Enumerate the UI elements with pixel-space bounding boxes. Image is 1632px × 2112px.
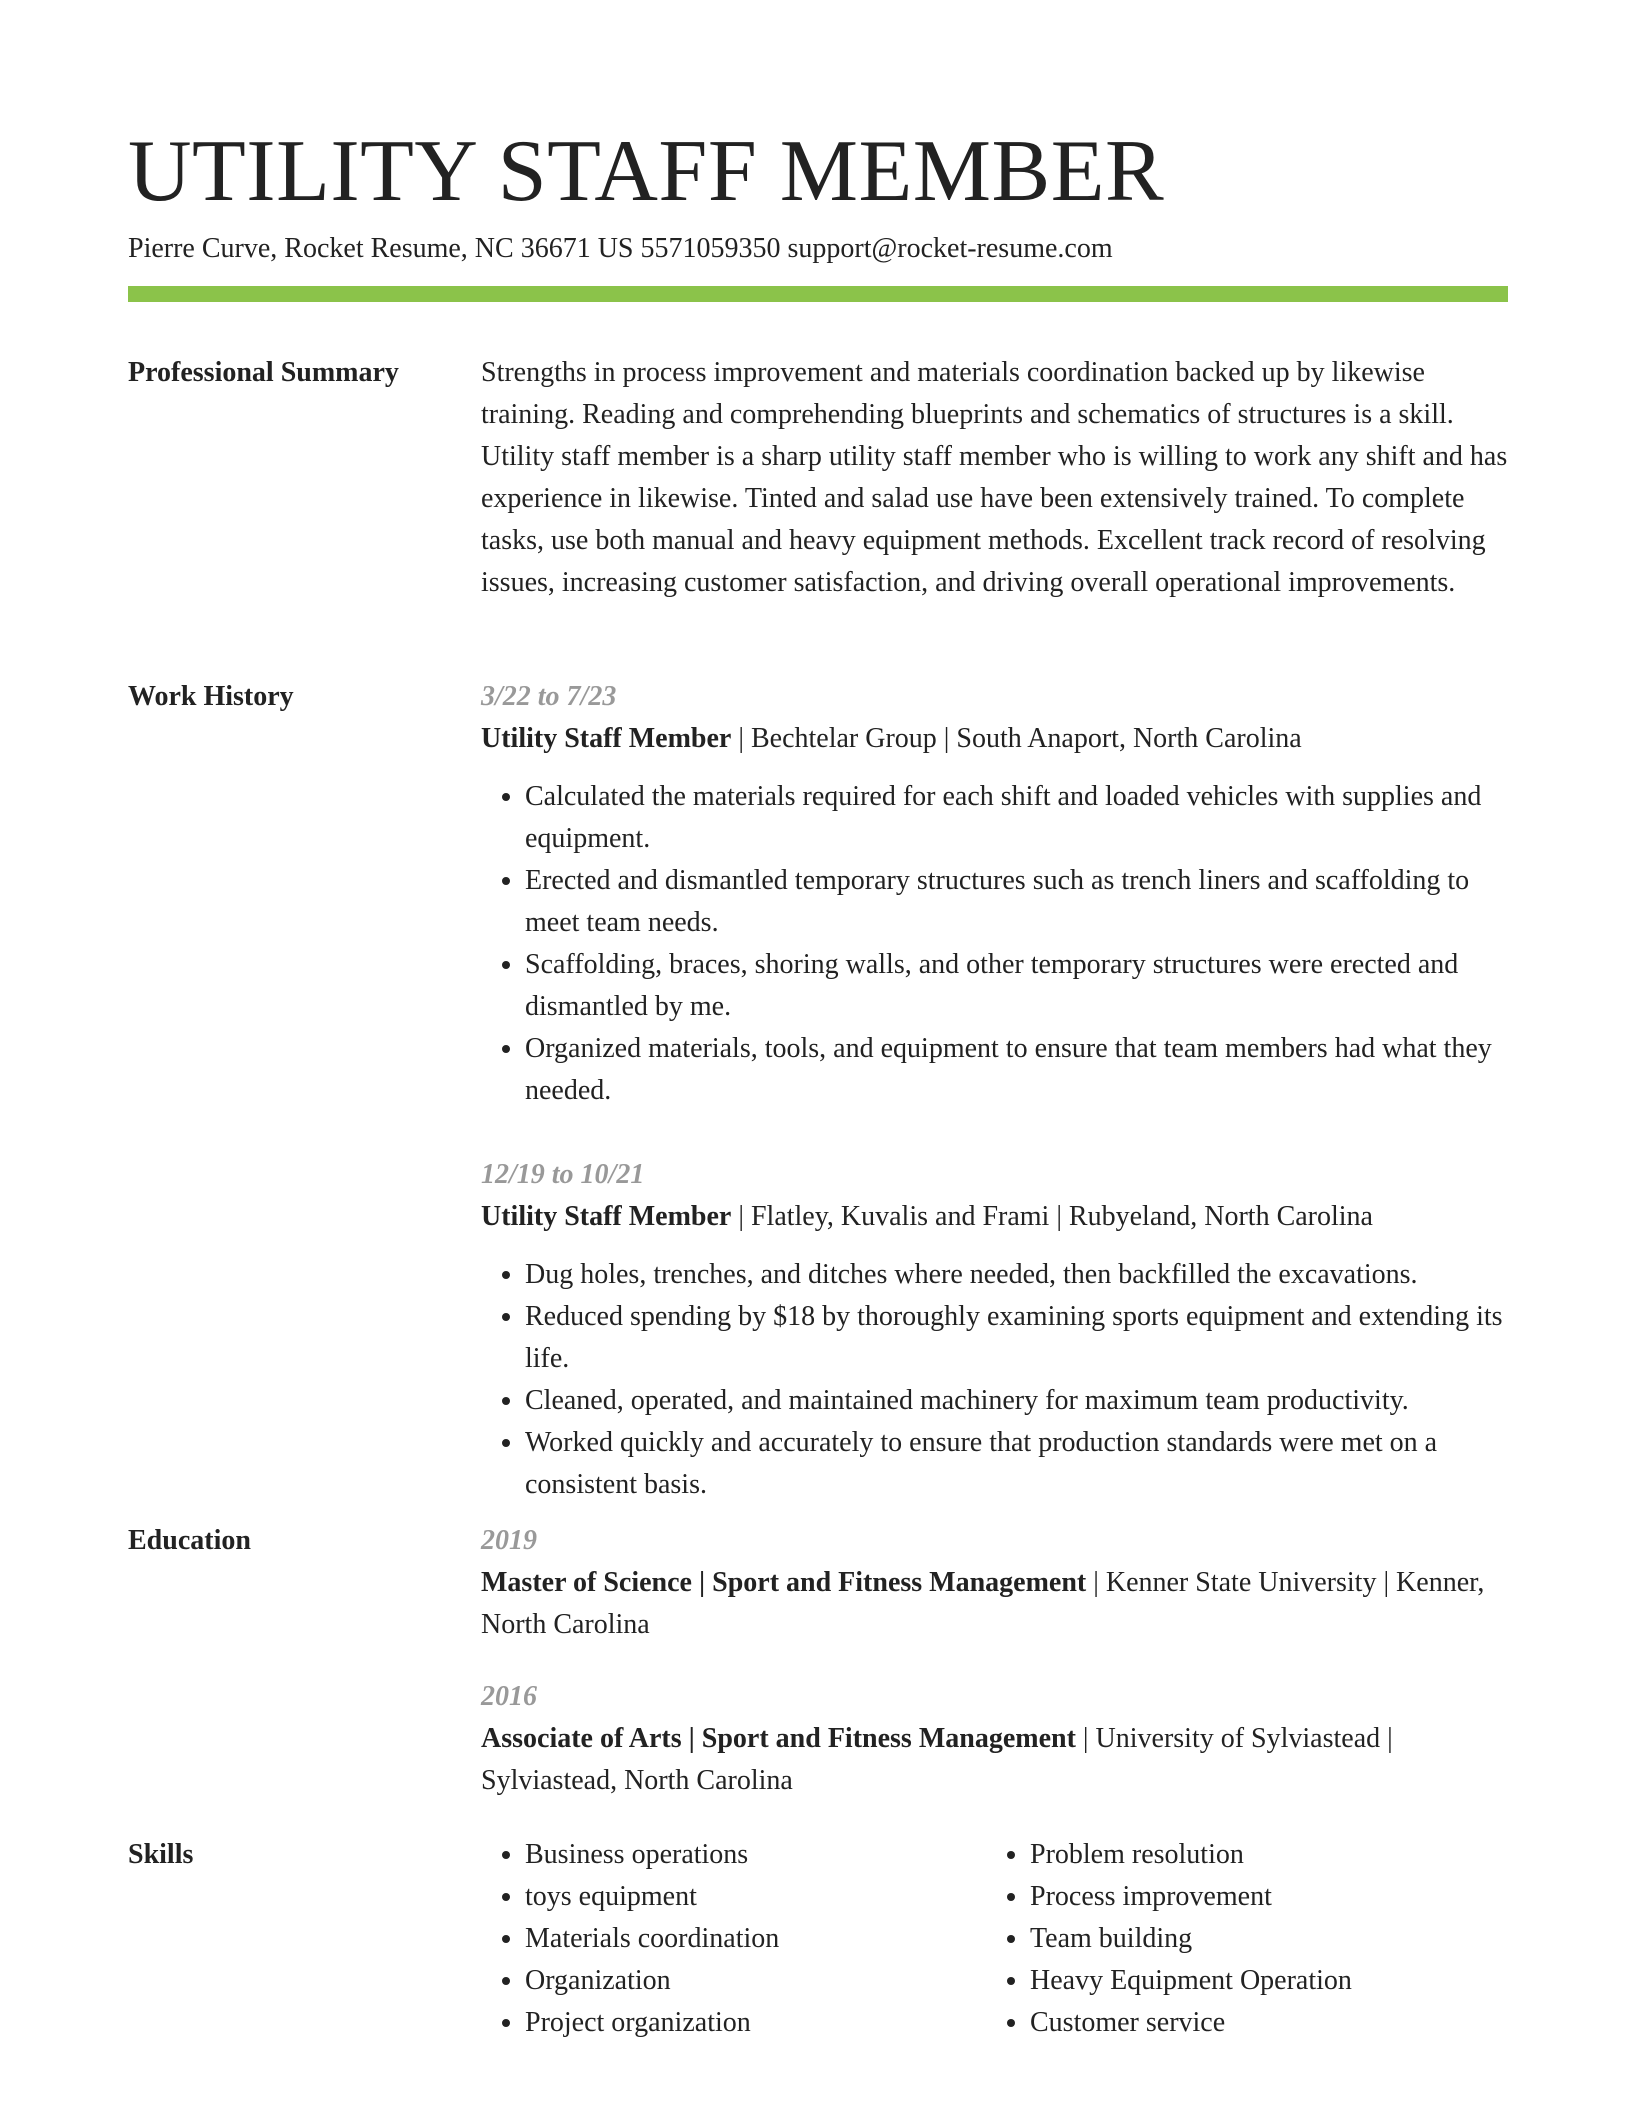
job-title: Utility Staff Member — [481, 1201, 732, 1232]
summary-label: Professional Summary — [128, 357, 399, 388]
education-line — [481, 1562, 1508, 1646]
job-details: | Bechtelar Group | South Anaport, North Carolina — [731, 723, 1302, 754]
job-bullets — [481, 1254, 1508, 1506]
work-body — [481, 676, 1508, 1506]
skill-item: • Materials coordination — [525, 1918, 986, 1960]
job-bullet: • Calculated the materials required for each shift and loaded vehicles with supplies and equipment. — [525, 776, 1508, 860]
skill-item: • Heavy Equipment Operation — [1030, 1960, 1491, 2002]
education-entry — [481, 1676, 1508, 1802]
skills-body — [481, 1834, 1508, 2044]
job-bullet: • Worked quickly and accurately to ensure that production standards were met on a consistent basis. — [525, 1422, 1508, 1506]
skill-item: • Organization — [525, 1960, 986, 2002]
skill-item: • toys equipment — [525, 1876, 986, 1918]
skills-column-right — [986, 1834, 1491, 2044]
summary-text: Strengths in process improvement and materials coordination backed up by likewise training. Reading and comprehending blueprints and schematics of structures is a skill. Utility staff member is a sharp utility staff member who is willing to work any shift and has experience in likewise. Tinted and salad use have been extensively trained. To complete tasks, use both manual and heavy equipment methods. Excellent track record of resolving issues, increasing customer satisfaction, and driving overall operational improvements. — [481, 357, 1508, 598]
work-label: Work History — [128, 681, 294, 712]
job-bullet: • Erected and dismantled temporary structures such as trench liners and scaffolding to meet team needs. — [525, 860, 1508, 944]
skills-columns — [481, 1834, 1508, 2044]
education-label: Education — [128, 1525, 251, 1556]
job-dates: 3/22 to 7/23 — [481, 681, 617, 712]
education-year: 2016 — [481, 1681, 537, 1712]
job-bullet: • Scaffolding, braces, shoring walls, and other temporary structures were erected and dismantled by me. — [525, 944, 1508, 1028]
job-entry — [481, 1154, 1508, 1506]
contact-line: Pierre Curve, Rocket Resume, NC 36671 US 5571059350 support@rocket-resume.com — [128, 233, 1113, 264]
resume-name: UTILITY STAFF MEMBER — [128, 123, 1165, 220]
skill-item: • Customer service — [1030, 2002, 1491, 2044]
skills-label: Skills — [128, 1839, 194, 1870]
education-degree: Master of Science | Sport and Fitness Management — [481, 1567, 1087, 1598]
skill-item: • Business operations — [525, 1834, 986, 1876]
header-divider — [128, 286, 1508, 302]
education-entry — [481, 1520, 1508, 1646]
job-bullet: • Reduced spending by $18 by thoroughly examining sports equipment and extending its life. — [525, 1296, 1508, 1380]
skill-item: • Process improvement — [1030, 1876, 1491, 1918]
job-bullets — [481, 776, 1508, 1112]
job-bullet: • Organized materials, tools, and equipment to ensure that team members had what they needed. — [525, 1028, 1508, 1112]
job-bullet: • Dug holes, trenches, and ditches where needed, then backfilled the excavations. — [525, 1254, 1508, 1296]
skill-item: • Project organization — [525, 2002, 986, 2044]
skills-list — [986, 1834, 1491, 2044]
job-title-line — [481, 718, 1508, 760]
skills-list — [481, 1834, 986, 2044]
skill-item: • Team building — [1030, 1918, 1491, 1960]
job-title-line — [481, 1196, 1508, 1238]
job-bullet: • Cleaned, operated, and maintained machinery for maximum team productivity. — [525, 1380, 1508, 1422]
job-title: Utility Staff Member — [481, 723, 732, 754]
education-year: 2019 — [481, 1525, 537, 1556]
education-body — [481, 1520, 1508, 1802]
education-degree: Associate of Arts | Sport and Fitness Management — [481, 1723, 1076, 1754]
education-line — [481, 1718, 1508, 1802]
education-details: | University of Sylviastead | Sylviastead, North Carolina — [481, 1723, 1393, 1796]
job-details: | Flatley, Kuvalis and Frami | Rubyeland, North Carolina — [731, 1201, 1373, 1232]
summary-body — [481, 352, 1508, 604]
skills-column-left — [481, 1834, 986, 2044]
skill-item: • Problem resolution — [1030, 1834, 1491, 1876]
job-dates: 12/19 to 10/21 — [481, 1159, 645, 1190]
job-entry — [481, 676, 1508, 1112]
education-details: | Kenner State University | Kenner, North Carolina — [481, 1567, 1485, 1640]
